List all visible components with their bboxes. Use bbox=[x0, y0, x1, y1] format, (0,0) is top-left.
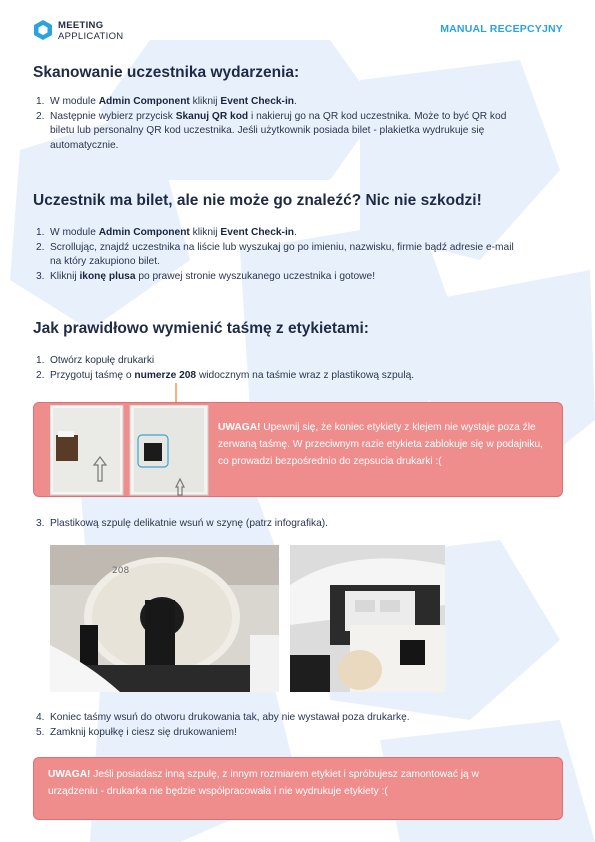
scanning-steps-list bbox=[33, 95, 523, 153]
warning-text: UWAGA! Jeśli posiadasz inną szpulę, z innym rozmiarem etykiet i spróbujesz zamontować ją w urządzeniu - drukarka nie będzie współpracowała i nie wydrukuje etykiety :( bbox=[48, 769, 479, 797]
label-tape-illustration bbox=[50, 405, 210, 497]
page-header bbox=[33, 18, 563, 44]
list-item: 1. W module Admin Component kliknij Event Check-in. bbox=[36, 227, 297, 238]
list-item: 1. W module Admin Component kliknij Event Check-in. bbox=[36, 96, 297, 107]
meeting-application-logo bbox=[33, 18, 133, 44]
missing-ticket-steps-list bbox=[33, 226, 523, 284]
tape-steps-list-continued bbox=[33, 711, 523, 740]
tape-steps-list bbox=[33, 354, 523, 383]
logo-text-meeting: MEETING bbox=[58, 20, 104, 31]
printer-feed-photo bbox=[290, 545, 445, 692]
tape-step-3-list bbox=[33, 517, 523, 532]
hexagon-logo-icon bbox=[33, 19, 53, 41]
warning-text: UWAGA! Upewnij się, że koniec etykiety z klejem nie wystaje poza źle zerwaną taśmę. W przeciwnym razie etykieta zablokuje się w podajniku, co prowadzi bezpośrednio do zepsucia drukarki :( bbox=[218, 422, 544, 467]
section-title-tape-replacement: Jak prawidłowo wymienić taśmę z etykietami: bbox=[33, 320, 369, 337]
list-item: 3. Plastikową szpulę delikatnie wsuń w szynę (patrz infografika). bbox=[36, 518, 329, 529]
document-title: MANUAL RECEPCYJNY bbox=[440, 23, 563, 35]
logo-text-application: APPLICATION bbox=[58, 31, 124, 42]
list-item: 2. Przygotuj taśmę o numerze 208 widocznym na taśmie wraz z plastikową szpulą. bbox=[36, 369, 415, 381]
printer-spool-photo bbox=[50, 545, 279, 692]
spool-number-label: 208 bbox=[112, 566, 130, 576]
list-item: 1. Otwórz kopułę drukarki bbox=[36, 355, 155, 366]
list-item: 3. Kliknij ikonę plusa po prawej stronie wyszukanego uczestnika i gotowe! bbox=[36, 270, 376, 282]
list-item: 4. Koniec taśmy wsuń do otworu drukowania tak, aby nie wystawał poza drukarkę. bbox=[36, 712, 410, 723]
section-title-scanning: Skanowanie uczestnika wydarzenia: bbox=[33, 64, 300, 81]
list-item: 2. Następnie wybierz przycisk Skanuj QR kod i nakieruj go na QR kod uczestnika. Może to być QR kod biletu lub personalny QR kod uczestnika. Jeśli użytkownik posiada bilet - plakietka wydrukuje się automatycznie. bbox=[36, 110, 507, 151]
list-item: 2. Scrollując, znajdź uczestnika na liście lub wyszukaj go po imieniu, nazwisku, firmie bądź adresie e-mail na który zakupiono bilet. bbox=[36, 241, 514, 268]
warning-alert-wrong-spool bbox=[33, 757, 563, 820]
section-title-missing-ticket: Uczestnik ma bilet, ale nie może go znaleźć? Nic nie szkodzi! bbox=[33, 192, 482, 209]
list-item: 5. Zamknij kopułkę i ciesz się drukowaniem! bbox=[36, 726, 237, 738]
